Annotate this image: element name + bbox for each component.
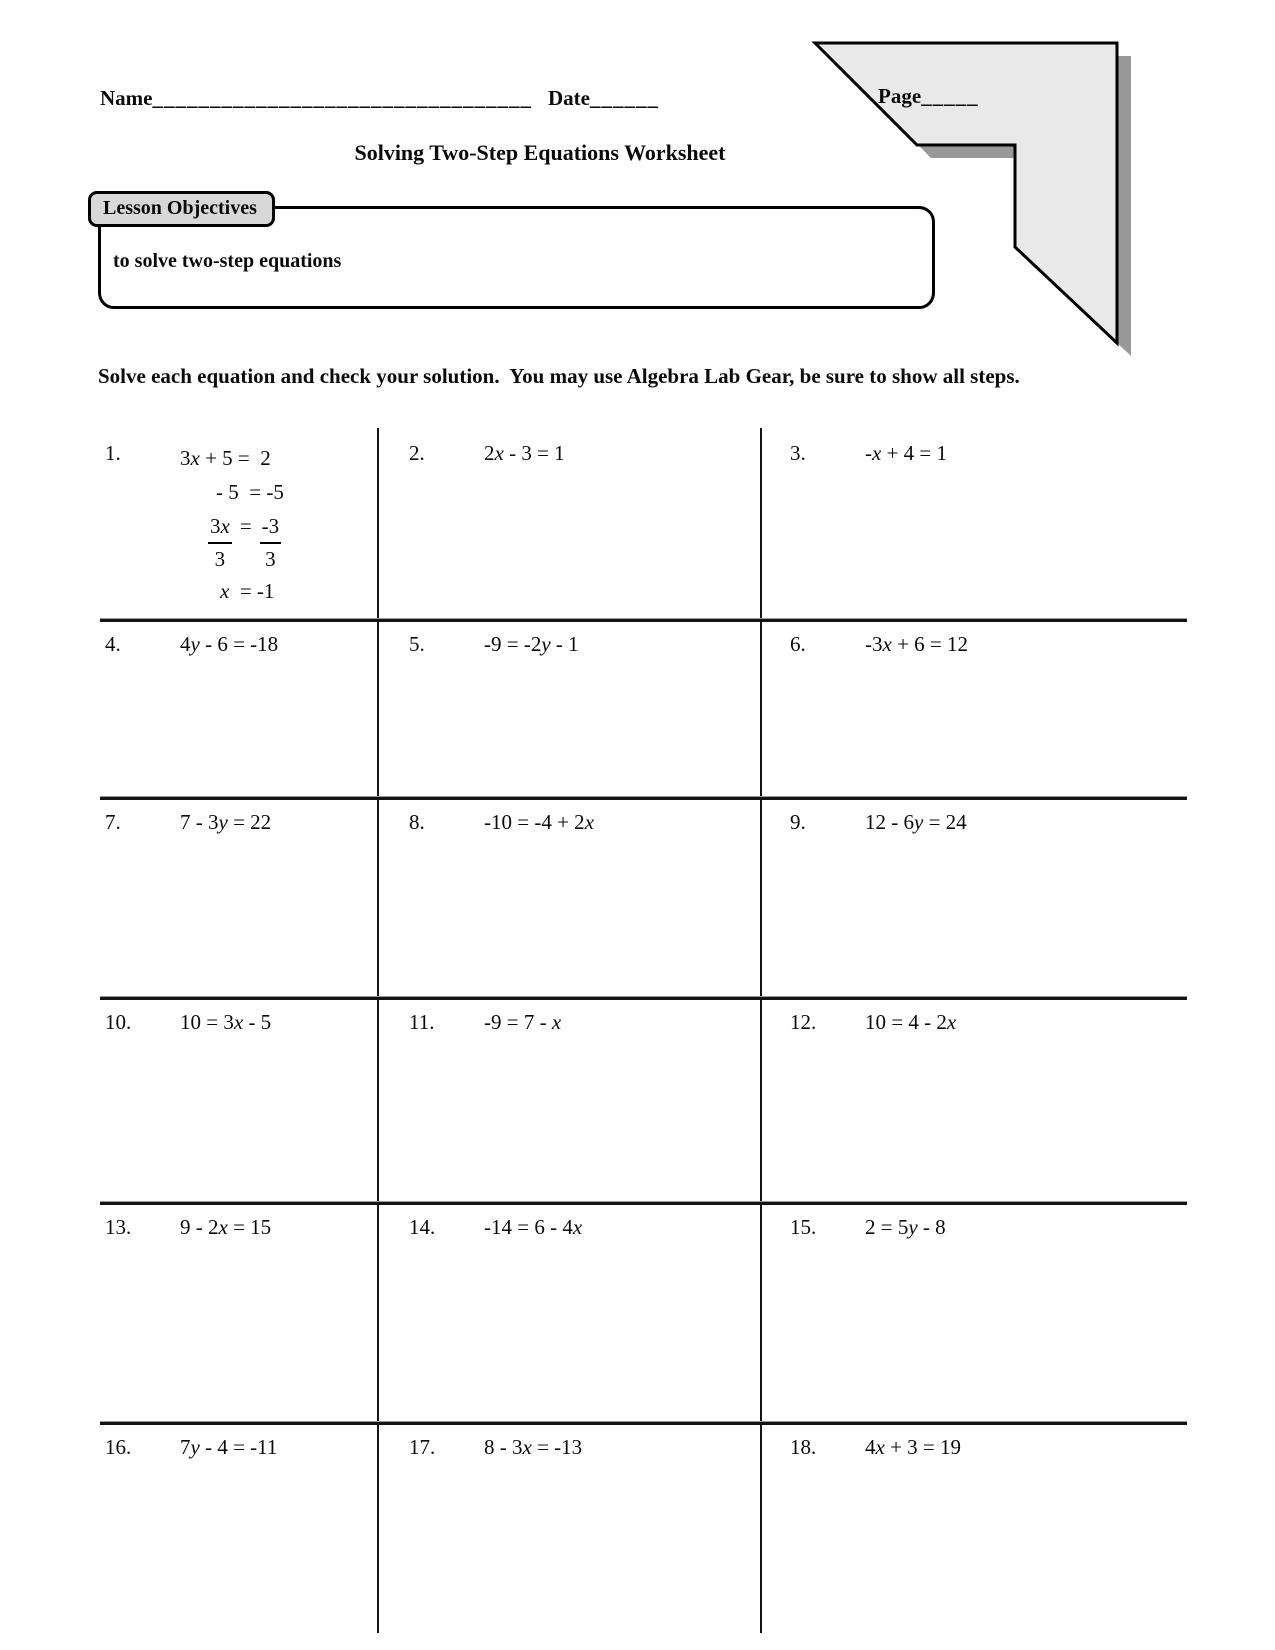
- problem-cell-17: [377, 1422, 760, 1633]
- problem-number: 4.: [105, 632, 121, 656]
- fraction-numerator: -3: [260, 512, 282, 544]
- problem-equation: -3x + 6 = 12: [865, 632, 969, 656]
- name-blank: _________________________________: [152, 86, 532, 110]
- problem-cell-4: [100, 619, 377, 797]
- problem-number: 3.: [790, 441, 806, 465]
- problem-cell-16: [100, 1422, 377, 1633]
- fraction: [208, 512, 232, 574]
- problem-cell-10: [100, 997, 377, 1202]
- lesson-objective-text: to solve two-step equations: [113, 250, 342, 272]
- row-divider: [100, 1202, 1187, 1205]
- problem-grid: [100, 428, 1187, 1633]
- column-divider: [377, 428, 379, 1633]
- problem-equation: 4x + 3 = 19: [865, 1435, 962, 1459]
- problem-equation: -9 = -2y - 1: [484, 632, 579, 656]
- page-label: Page: [878, 84, 922, 108]
- row-divider: [100, 1422, 1187, 1425]
- date-blank: ______: [589, 86, 659, 110]
- problem-cell-13: [100, 1202, 377, 1422]
- problem-number: 8.: [409, 810, 425, 834]
- problem-cell-1: [100, 428, 377, 619]
- page-field: [878, 84, 979, 109]
- problem-equation: 7 - 3y = 22: [180, 810, 272, 834]
- problem-number: 16.: [105, 1435, 132, 1459]
- problem-number: 12.: [790, 1010, 817, 1034]
- problem-cell-6: [760, 619, 1187, 797]
- problem-equation: 7y - 4 = -11: [180, 1435, 278, 1459]
- fraction-step: [208, 512, 284, 574]
- problem-equation: 10 = 3x - 5: [180, 1010, 272, 1034]
- problem-equation: 8 - 3x = -13: [484, 1435, 583, 1459]
- problem-cell-12: [760, 997, 1187, 1202]
- fraction-denominator: 3: [265, 547, 276, 571]
- problem-number: 9.: [790, 810, 806, 834]
- problem-equation: -x + 4 = 1: [865, 441, 948, 465]
- problem-number: 7.: [105, 810, 121, 834]
- folded-corner-shape: [800, 28, 1145, 373]
- fraction-numerator: 3x: [208, 512, 232, 544]
- problem-equation: 2x - 3 = 1: [484, 441, 565, 465]
- problem-number: 15.: [790, 1215, 817, 1239]
- equation-line: x = -1: [220, 579, 275, 603]
- page-title: Solving Two-Step Equations Worksheet: [354, 140, 726, 165]
- problem-number: 6.: [790, 632, 806, 656]
- problem-number: 17.: [409, 1435, 436, 1459]
- page-blank: _____: [921, 84, 979, 108]
- problem-equation: 12 - 6y = 24: [865, 810, 967, 834]
- problem-equation: 2 = 5y - 8: [865, 1215, 946, 1239]
- problem-cell-5: [377, 619, 760, 797]
- problem-cell-2: [377, 428, 760, 619]
- problem-number: 11.: [409, 1010, 435, 1034]
- problem-equation: 4y - 6 = -18: [180, 632, 279, 656]
- problem-cell-9: [760, 797, 1187, 997]
- problem-cell-11: [377, 997, 760, 1202]
- row-divider: [100, 619, 1187, 622]
- date-label: Date: [547, 86, 590, 110]
- problem-equation: -9 = 7 - x: [484, 1010, 562, 1034]
- problem-equation: -14 = 6 - 4x: [484, 1215, 583, 1239]
- row-divider: [100, 797, 1187, 800]
- problem-cell-15: [760, 1202, 1187, 1422]
- problem-cell-7: [100, 797, 377, 997]
- problem-cell-3: [760, 428, 1187, 619]
- problem-number: 13.: [105, 1215, 132, 1239]
- problem-number: 10.: [105, 1010, 132, 1034]
- problem-number: 1.: [105, 441, 121, 465]
- lesson-objectives-tab: Lesson Objectives: [88, 191, 275, 227]
- column-divider: [760, 428, 762, 1633]
- problem-equation: 10 = 4 - 2x: [865, 1010, 957, 1034]
- fraction-denominator: 3: [214, 547, 226, 571]
- problem-equation: 9 - 2x = 15: [180, 1215, 272, 1239]
- equation-line: 3x + 5 = 2: [180, 446, 271, 470]
- problem-cell-18: [760, 1422, 1187, 1633]
- equation-line: - 5 = -5: [216, 480, 284, 504]
- problem-number: 5.: [409, 632, 425, 656]
- problem-number: 2.: [409, 441, 425, 465]
- problem-equation: -10 = -4 + 2x: [484, 810, 595, 834]
- worked-solution: [180, 441, 284, 608]
- equals-sign: =: [239, 514, 252, 538]
- problem-cell-14: [377, 1202, 760, 1422]
- problem-cell-8: [377, 797, 760, 997]
- fraction: [260, 512, 282, 574]
- name-label: Name: [100, 86, 153, 110]
- row-divider: [100, 997, 1187, 1000]
- instructions-text: Solve each equation and check your solution. You may use Algebra Lab Gear, be sure to show all steps.: [98, 364, 1020, 388]
- problem-number: 14.: [409, 1215, 436, 1239]
- problem-number: 18.: [790, 1435, 817, 1459]
- header-row: [100, 86, 659, 111]
